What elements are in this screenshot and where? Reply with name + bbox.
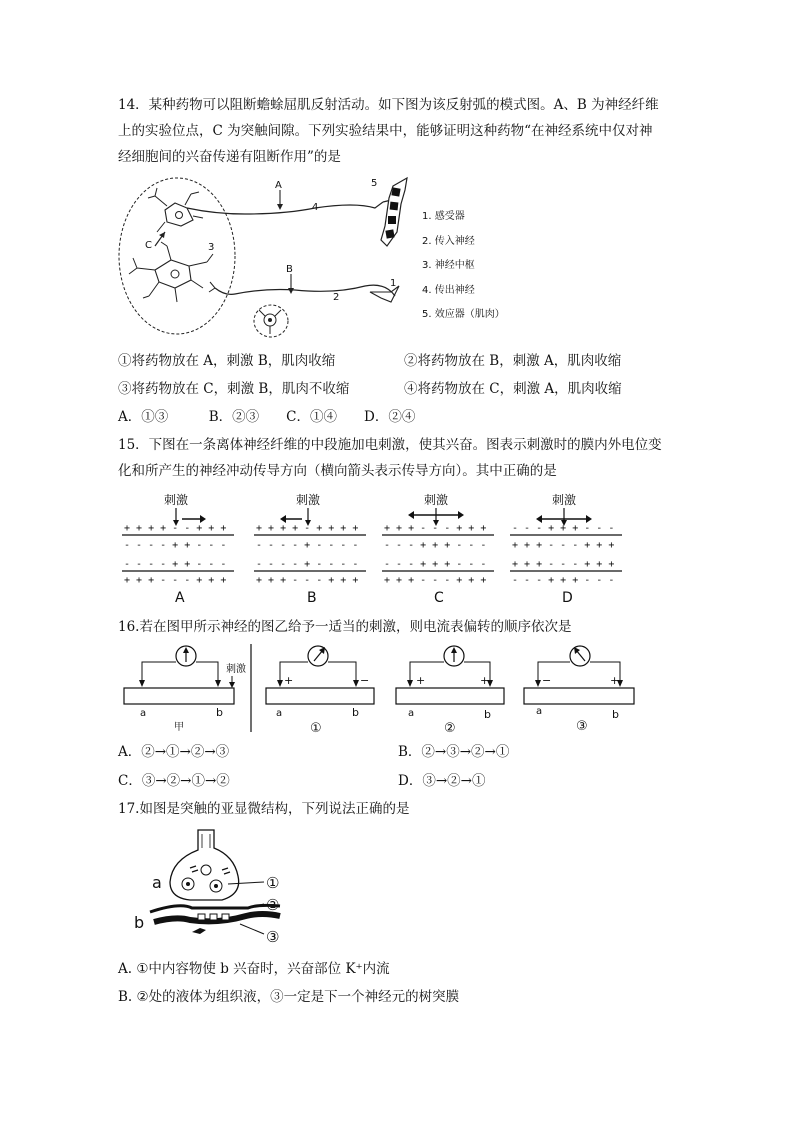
svg-text:a: a xyxy=(536,706,543,717)
q14-option-1: ①将药物放在 A，刺激 B，肌肉收缩 xyxy=(118,353,336,369)
label-circle-1: ① xyxy=(310,721,322,735)
q17-option-A: A. ①中内容物使 b 兴奋时，兴奋部位 K⁺内流 xyxy=(118,961,390,977)
legend-1: 1. 感受器 xyxy=(422,211,465,222)
q14-option-3: ③将药物放在 C，刺激 B，肌肉不收缩 xyxy=(118,381,350,397)
stim-label-A: 刺激 xyxy=(164,493,189,507)
svg-text:- - - - + - - - -: - - - - + - - - - xyxy=(256,540,359,551)
panel-letter-A: A xyxy=(175,590,185,606)
panel-D xyxy=(510,492,622,606)
label-circle-3: ③ xyxy=(266,928,280,946)
reflex-arc-figure xyxy=(115,170,535,344)
q14-stem-line2: 上的实验位点，C 为突触间隙。下列实验结果中，能够证明这种药物“在神经系统中仅对神 xyxy=(118,123,653,139)
svg-text:- - - + + + - - -: - - - + + + - - - xyxy=(512,523,615,534)
svg-text:+: + xyxy=(480,674,490,687)
svg-text:a: a xyxy=(140,708,147,719)
panel-B xyxy=(254,492,366,606)
stim-label-C: 刺激 xyxy=(424,493,449,507)
label-b: b xyxy=(134,913,145,932)
stim-label-B: 刺激 xyxy=(296,493,321,507)
svg-text:- - - - + + - - -: - - - - + + - - - xyxy=(124,540,227,551)
synapse-figure xyxy=(130,826,300,955)
svg-text:+ + + - - - + + +: + + + - - - + + + xyxy=(384,523,487,534)
svg-text:a: a xyxy=(408,708,415,719)
label-circle-2: ② xyxy=(266,896,280,914)
cns-ellipse xyxy=(119,178,235,334)
panel-letter-C: C xyxy=(434,590,444,606)
panel-3 xyxy=(524,646,634,734)
panel-2 xyxy=(396,646,504,735)
q17-stem: 17.如图是突触的亚显微结构，下列说法正确的是 xyxy=(118,801,410,817)
potential-panels xyxy=(118,488,638,612)
panel-A xyxy=(122,492,234,606)
legend-3: 3. 神经中枢 xyxy=(422,260,475,271)
label-B: B xyxy=(286,264,293,275)
panel-jia xyxy=(124,646,246,733)
q14-option-4: ④将药物放在 C，刺激 A，肌肉收缩 xyxy=(404,381,622,397)
svg-text:- - - + + + - - -: - - - + + + - - - xyxy=(384,559,487,570)
panel-letter-B: B xyxy=(307,590,317,606)
label-A: A xyxy=(275,180,282,191)
svg-text:+ + + - - - + + +: + + + - - - + + + xyxy=(256,575,359,586)
label-jia: 甲 xyxy=(174,722,184,733)
svg-text:+: + xyxy=(284,674,294,687)
q14-option-2: ②将药物放在 B，刺激 A，肌肉收缩 xyxy=(404,353,622,369)
svg-text:+ + + - - - + + +: + + + - - - + + + xyxy=(124,575,227,586)
svg-text:−: − xyxy=(360,674,370,687)
svg-text:b: b xyxy=(612,708,619,721)
svg-text:- - - - + - - - -: - - - - + - - - - xyxy=(256,559,359,570)
stim-label: 刺激 xyxy=(226,664,246,675)
panel-letter-D: D xyxy=(562,590,573,606)
label-circle-3: ③ xyxy=(576,719,588,734)
q16-option-B: B．②→③→②→① xyxy=(398,744,510,760)
label-1: 1 xyxy=(390,278,397,289)
svg-text:b: b xyxy=(216,706,223,719)
legend-2: 2. 传入神经 xyxy=(422,236,475,247)
q15-stem-line2: 化和所产生的神经冲动传导方向（横向箭头表示传导方向）。其中正确的是 xyxy=(118,463,557,479)
legend-5: 5. 效应器（肌肉） xyxy=(422,309,505,320)
label-3: 3 xyxy=(208,242,215,253)
svg-text:−: − xyxy=(542,674,552,687)
svg-text:- - - + + + - - -: - - - + + + - - - xyxy=(384,540,487,551)
label-2: 2 xyxy=(333,292,340,303)
svg-text:+ + + - - - + + +: + + + - - - + + + xyxy=(512,540,615,551)
svg-text:b: b xyxy=(352,706,359,719)
label-circle-1: ① xyxy=(266,874,280,892)
svg-text:- - - - + + - - -: - - - - + + - - - xyxy=(124,559,227,570)
label-C: C xyxy=(145,240,152,251)
svg-text:a: a xyxy=(276,708,283,719)
svg-text:+ + + + - + + + +: + + + + - + + + + xyxy=(256,523,359,534)
label-5: 5 xyxy=(371,178,378,189)
svg-text:+: + xyxy=(610,674,620,687)
panel-C xyxy=(382,492,494,606)
q14-stem-line1: 14．某种药物可以阻断蟾蜍屈肌反射活动。如下图为该反射弧的模式图。A、B 为神经纤维 xyxy=(118,97,659,113)
svg-text:+: + xyxy=(416,674,426,687)
svg-text:+ + + + - - + + +: + + + + - - + + + xyxy=(124,523,227,534)
label-circle-2: ② xyxy=(444,721,456,735)
galvanometer-figure xyxy=(118,640,658,739)
q14-choices: A．①③ B．②③ C．①④ D．②④ xyxy=(118,409,416,425)
svg-text:b: b xyxy=(484,708,491,721)
label-4: 4 xyxy=(312,202,319,213)
legend-4: 4. 传出神经 xyxy=(422,285,475,296)
q16-option-A: A．②→①→②→③ xyxy=(118,744,230,760)
q14-stem-line3: 经细胞间的兴奋传递有阻断作用”的是 xyxy=(118,149,341,165)
svg-text:- - - + + + - - -: - - - + + + - - - xyxy=(512,575,615,586)
svg-text:+ + + - - - + + +: + + + - - - + + + xyxy=(512,559,615,570)
q16-option-C: C．③→②→①→② xyxy=(118,773,230,789)
svg-text:+ + + - - - + + +: + + + - - - + + + xyxy=(384,575,487,586)
stim-label-D: 刺激 xyxy=(552,493,577,507)
label-a: a xyxy=(152,873,162,892)
q16-stem: 16.若在图甲所示神经的图乙给予一适当的刺激，则电流表偏转的顺序依次是 xyxy=(118,619,572,635)
panel-1 xyxy=(266,646,374,735)
q15-stem-line1: 15．下图在一条离体神经纤维的中段施加电刺激，使其兴奋。图表示刺激时的膜内外电位变 xyxy=(118,437,662,453)
q17-option-B: B. ②处的液体为组织液，③一定是下一个神经元的树突膜 xyxy=(118,989,460,1005)
q16-option-D: D．③→②→① xyxy=(398,773,486,789)
